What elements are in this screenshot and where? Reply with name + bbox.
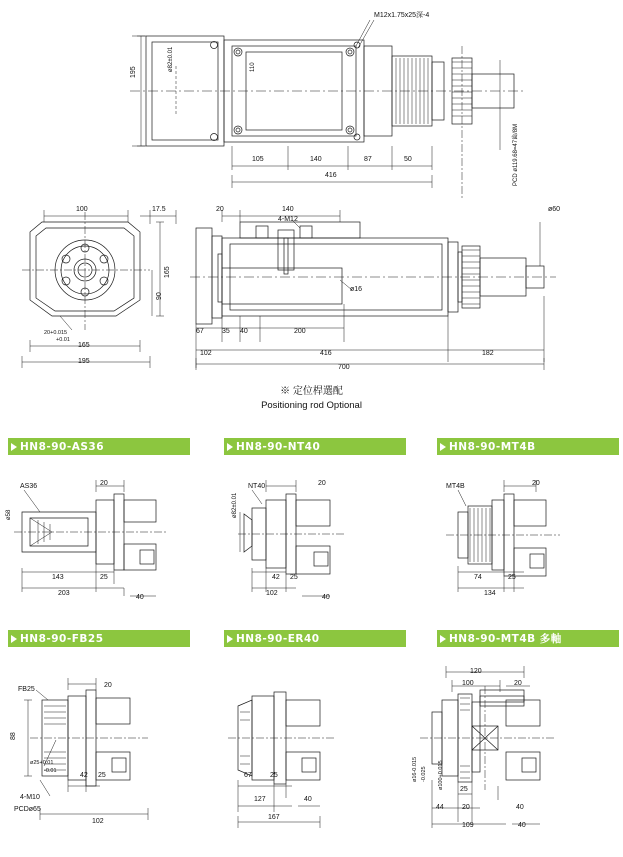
dim-fb25-102: 102 (92, 818, 104, 825)
dim-fb25-25: 25 (98, 772, 106, 779)
triangle-icon (227, 443, 233, 451)
triangle-icon (11, 443, 17, 451)
note-en: Positioning rod Optional (261, 400, 362, 411)
triangle-icon (440, 635, 446, 643)
label-nt40: NT40 (248, 483, 266, 490)
dim-nt40-40: 40 (322, 594, 330, 601)
dim-multi-d16: ø16-0.015 (412, 756, 418, 782)
variant-header-er40[interactable] (224, 630, 406, 647)
dim-105-top: 105 (252, 156, 264, 163)
dim-182: 182 (482, 350, 494, 357)
variant-header-fb25[interactable] (8, 630, 190, 647)
dim-100: 100 (76, 206, 88, 213)
dim-pcd-119: PCD ø119.68=47齒/8M (513, 123, 519, 186)
label-fb25: FB25 (18, 686, 35, 693)
triangle-icon (440, 443, 446, 451)
dim-multi-109: 109 (462, 822, 474, 829)
dim-87: 87 (364, 156, 372, 163)
dim-multi-120: 120 (470, 668, 482, 675)
dim-mt4b-74: 74 (474, 574, 482, 581)
dim-mt4b-20: 20 (532, 480, 540, 487)
dim-416-front: 416 (320, 350, 332, 357)
dim-50: 50 (404, 156, 412, 163)
dim-20-tol: 20+0.015 (44, 330, 68, 336)
variant-header-nt40[interactable] (224, 438, 406, 455)
variant-header-as36[interactable] (8, 438, 190, 455)
dim-multi-40: 40 (516, 804, 524, 811)
dim-multi-20b: 20 (462, 804, 470, 811)
variant-title-fb25: HN8-90-FB25 (20, 632, 104, 645)
dim-200: 200 (294, 328, 306, 335)
triangle-icon (11, 635, 17, 643)
dim-17-5: 17.5 (152, 206, 166, 213)
dim-multi-100: 100 (462, 680, 474, 687)
dim-d16: ø16 (350, 286, 363, 293)
note-cn: ※ 定位桿選配 (280, 386, 343, 397)
dim-nt40-d82: ø82±0.01 (232, 492, 238, 518)
dim-67: 67 (196, 328, 204, 335)
dim-er40-40: 40 (304, 796, 312, 803)
dim-as36-143: 143 (52, 574, 64, 581)
dim-20: 20 (216, 206, 224, 213)
variant-title-as36: HN8-90-AS36 (20, 440, 105, 453)
dim-d82: ø82±0.01 (168, 46, 174, 72)
dim-as36-203: 203 (58, 590, 70, 597)
dim-fb25-d25-lower: -0.01 (44, 768, 57, 774)
dim-35: 35 (222, 328, 230, 335)
dim-er40-127: 127 (254, 796, 266, 803)
variant-title-mt4b: HN8-90-MT4B (449, 440, 536, 453)
dim-nt40-102: 102 (266, 590, 278, 597)
dim-102: 102 (200, 350, 212, 357)
dim-multi-44: 44 (436, 804, 444, 811)
dim-as36-20: 20 (100, 480, 108, 487)
dim-fb25-4m10: 4-M10 (20, 794, 40, 801)
dim-multi-40b: 40 (518, 822, 526, 829)
dim-165-bottom: 165 (78, 342, 90, 349)
dim-140-top: 140 (310, 156, 322, 163)
label-mt4b: MT4B (446, 483, 465, 490)
dim-20-tol-lower: +0.01 (56, 337, 70, 343)
dim-er40-25: 25 (270, 772, 278, 779)
dim-195-top: 195 (130, 66, 137, 78)
dim-as36-40: 40 (136, 594, 144, 601)
dim-fb25-20: 20 (104, 682, 112, 689)
dim-mt4b-25: 25 (508, 574, 516, 581)
dim-700: 700 (338, 364, 350, 371)
triangle-icon (227, 635, 233, 643)
dim-fb25-d25: ø25+0.01 (30, 760, 54, 766)
variant-title-er40: HN8-90-ER40 (236, 632, 320, 645)
variant-title-nt40: HN8-90-NT40 (236, 440, 321, 453)
variant-header-mt4b-multi[interactable] (437, 630, 619, 647)
dim-nt40-20: 20 (318, 480, 326, 487)
dim-mt4b-134: 134 (484, 590, 496, 597)
dim-fb25-42: 42 (80, 772, 88, 779)
variant-title-mt4b-multi: HN8-90-MT4B 多軸 (449, 633, 562, 645)
dim-nt40-42: 42 (272, 574, 280, 581)
dim-m12-thread: M12x1.75x25深-4 (374, 12, 430, 19)
dim-165-side: 165 (164, 266, 171, 278)
dim-er40-67: 67 (244, 772, 252, 779)
variant-header-mt4b[interactable] (437, 438, 619, 455)
dim-multi-d16-lower: -0.025 (421, 766, 427, 782)
dim-nt40-25: 25 (290, 574, 298, 581)
dim-110: 110 (250, 62, 256, 72)
dim-195-bottom: 195 (78, 358, 90, 365)
dim-fb25-pcd65: PCDø65 (14, 806, 41, 813)
dim-multi-25: 25 (460, 786, 468, 793)
dim-er40-167: 167 (268, 814, 280, 821)
label-as36: AS36 (20, 483, 38, 490)
dim-multi-20: 20 (514, 680, 522, 687)
dim-fb25-88: 88 (10, 732, 17, 740)
dim-90: 90 (156, 292, 163, 300)
dim-4-m12: 4-M12 (278, 216, 298, 223)
dim-416-top: 416 (325, 172, 337, 179)
dim-as36-d58: ø58 (6, 509, 12, 520)
dim-multi-d100: ø100+0.015 (438, 760, 444, 790)
dim-as36-25: 25 (100, 574, 108, 581)
dim-40-front: 40 (240, 328, 248, 335)
dim-140-front: 140 (282, 206, 294, 213)
dim-d60: ø60 (548, 206, 561, 213)
